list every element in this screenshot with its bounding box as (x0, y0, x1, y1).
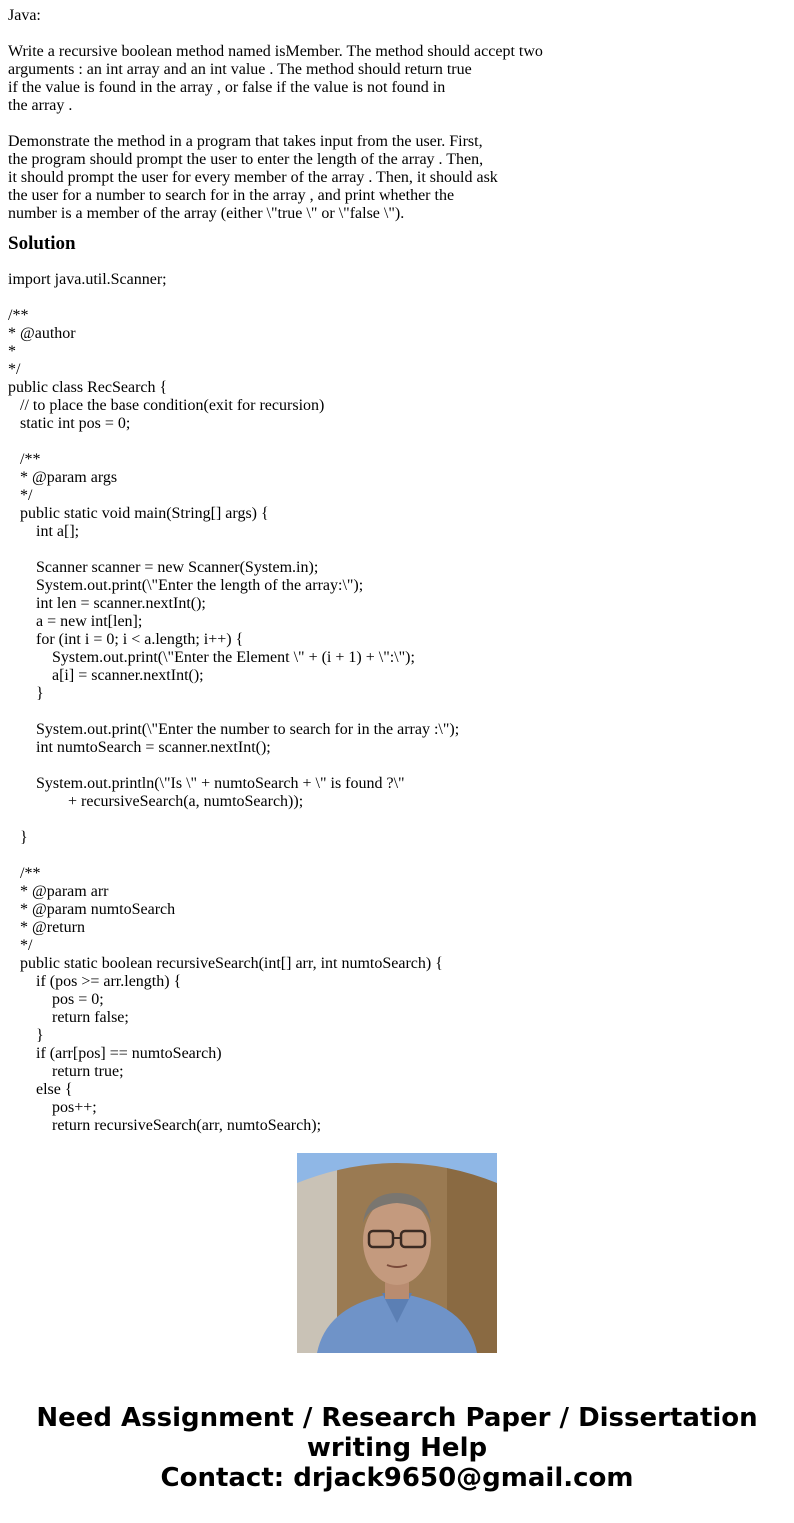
code-line: Scanner scanner = new Scanner(System.in); (8, 559, 319, 576)
code-line (8, 811, 788, 829)
code-line (8, 703, 788, 721)
solution-heading-wrap (8, 223, 788, 271)
question-paragraph-2 (8, 133, 788, 223)
code-line: return false; (8, 1009, 129, 1026)
code-line: /** (8, 865, 41, 882)
code-line: * @param numtoSearch (8, 901, 176, 918)
code-line: a[i] = scanner.nextInt(); (8, 667, 204, 684)
paragraph-line: the program should prompt the user to enter the length of the array . Then, (8, 151, 484, 168)
paragraph-line: arguments : an int array and an int value . The method should return true (8, 61, 472, 78)
code-line: pos = 0; (8, 991, 104, 1008)
code-line: * @param arr (8, 883, 109, 900)
code-line: static int pos = 0; (8, 415, 131, 432)
solution-code-block (8, 271, 788, 1134)
spacer (8, 115, 788, 133)
code-line (8, 847, 788, 865)
promo-line: Need Assignment / Research Paper / Dissertation (36, 1403, 758, 1433)
code-line: public static boolean recursiveSearch(int[] arr, int numtoSearch) { (8, 955, 443, 972)
question-label: Java: (8, 7, 41, 24)
code-line: } (8, 685, 44, 702)
paragraph-line: Write a recursive boolean method named isMember. The method should accept two (8, 43, 543, 60)
solution-heading: Solution (8, 233, 76, 254)
promo-banner (0, 1403, 794, 1493)
code-line: */ (8, 361, 21, 378)
code-line: return recursiveSearch(arr, numtoSearch); (8, 1117, 322, 1134)
paragraph-line: the array . (8, 97, 73, 114)
code-line: pos++; (8, 1099, 97, 1116)
code-line: public static void main(String[] args) { (8, 505, 269, 522)
code-line: System.out.print(\"Enter the length of the array:\"); (8, 577, 364, 594)
paragraph-line: if the value is found in the array , or false if the value is not found in (8, 79, 446, 96)
code-line: * @author (8, 325, 76, 342)
code-line: + recursiveSearch(a, numtoSearch)); (8, 793, 304, 810)
document-body (8, 7, 788, 1134)
code-line: for (int i = 0; i < a.length; i++) { (8, 631, 244, 648)
code-line (8, 289, 788, 307)
code-line: int a[]; (8, 523, 80, 540)
code-line: System.out.println(\"Is \" + numtoSearch + \" is found ?\" (8, 775, 405, 792)
code-line: } (8, 1027, 44, 1044)
code-line: // to place the base condition(exit for recursion) (8, 397, 325, 414)
question-paragraph-1 (8, 43, 788, 115)
code-line: int len = scanner.nextInt(); (8, 595, 206, 612)
code-line: import java.util.Scanner; (8, 271, 167, 288)
code-line: */ (8, 487, 33, 504)
code-line: /** (8, 451, 41, 468)
code-line: if (arr[pos] == numtoSearch) (8, 1045, 222, 1062)
code-line: int numtoSearch = scanner.nextInt(); (8, 739, 271, 756)
code-line: return true; (8, 1063, 124, 1080)
code-line: /** (8, 307, 29, 324)
code-line (8, 433, 788, 451)
code-line: public class RecSearch { (8, 379, 168, 396)
code-line: System.out.print(\"Enter the number to search for in the array :\"); (8, 721, 460, 738)
code-line: } (8, 829, 28, 846)
paragraph-line: Demonstrate the method in a program that takes input from the user. First, (8, 133, 483, 150)
code-line: * @return (8, 919, 85, 936)
author-photo (297, 1153, 497, 1353)
paragraph-line: it should prompt the user for every member of the array . Then, it should ask (8, 169, 498, 186)
paragraph-line: the user for a number to search for in the array , and print whether the (8, 187, 455, 204)
code-line: * (8, 343, 16, 360)
code-line (8, 541, 788, 559)
code-line: System.out.print(\"Enter the Element \" + (i + 1) + \":\"); (8, 649, 415, 666)
spacer (8, 25, 788, 43)
code-line: else { (8, 1081, 73, 1098)
promo-line: writing Help (306, 1433, 488, 1463)
code-line (8, 757, 788, 775)
code-line: * @param args (8, 469, 118, 486)
code-line: a = new int[len]; (8, 613, 143, 630)
paragraph-line: number is a member of the array (either \"true \" or \"false \"). (8, 205, 405, 222)
code-line: */ (8, 937, 33, 954)
promo-contact: Contact: drjack9650@gmail.com (160, 1463, 634, 1493)
code-line: if (pos >= arr.length) { (8, 973, 182, 990)
author-avatar (297, 1153, 497, 1353)
